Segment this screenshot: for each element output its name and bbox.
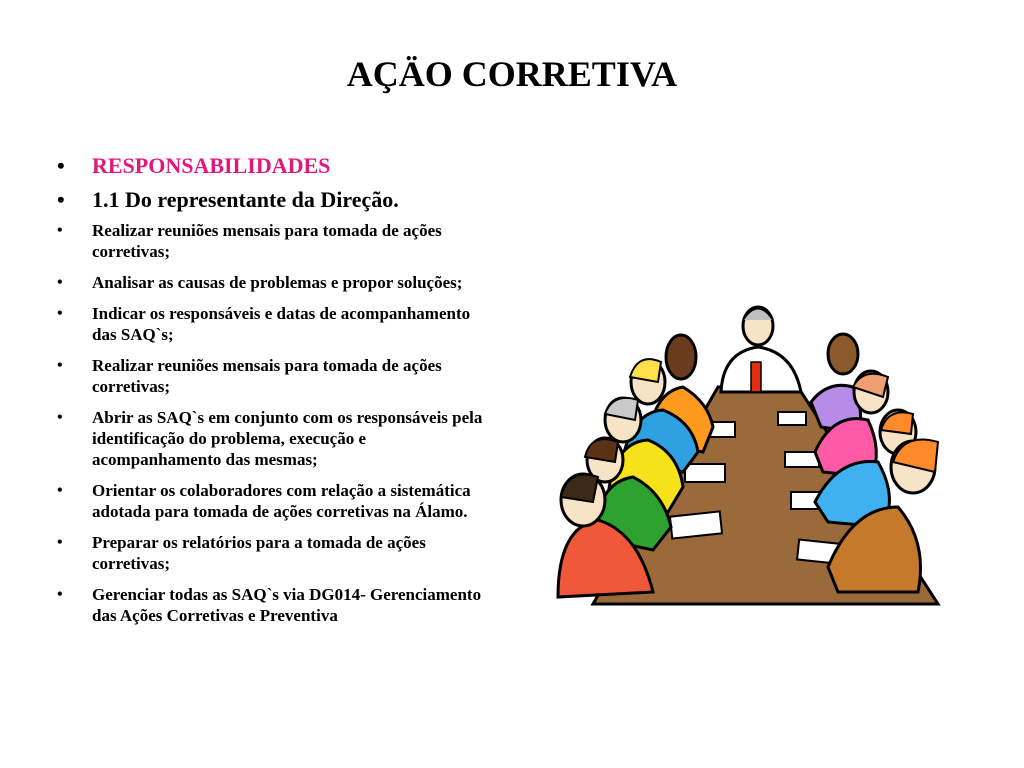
bullet-item: • Indicar os responsáveis e datas de acompanhamento das SAQ`s; [55, 303, 495, 345]
bullet-item-responsabilidades: • RESPONSABILIDADES [55, 152, 495, 180]
meeting-table-icon [553, 292, 953, 608]
bullet-item: • Analisar as causas de problemas e propor soluções; [55, 272, 495, 293]
bullet-item: • Gerenciar todas as SAQ`s via DG014- Gerenciamento das Ações Corretivas e Preventiva [55, 584, 495, 626]
bullet-item-representante: • 1.1 Do representante da Direção. [55, 186, 495, 214]
bullet-item: • Orientar os colaboradores com relação a sistemática adotada para tomada de ações corretivas na Álamo. [55, 480, 495, 522]
bullet-list [55, 152, 495, 636]
bullet-item: • Realizar reuniões mensais para tomada de ações corretivas; [55, 355, 495, 397]
bullet-item: • Abrir as SAQ`s em conjunto com os responsáveis pela identificação do problema, execução e acompanhamento das mesmas; [55, 407, 495, 470]
bullet-item: • Preparar os relatórios para a tomada de ações corretivas; [55, 532, 495, 574]
bullet-item: • Realizar reuniões mensais para tomada de ações corretivas; [55, 220, 495, 262]
slide-title: AÇÄO CORRETIVA [346, 54, 678, 94]
